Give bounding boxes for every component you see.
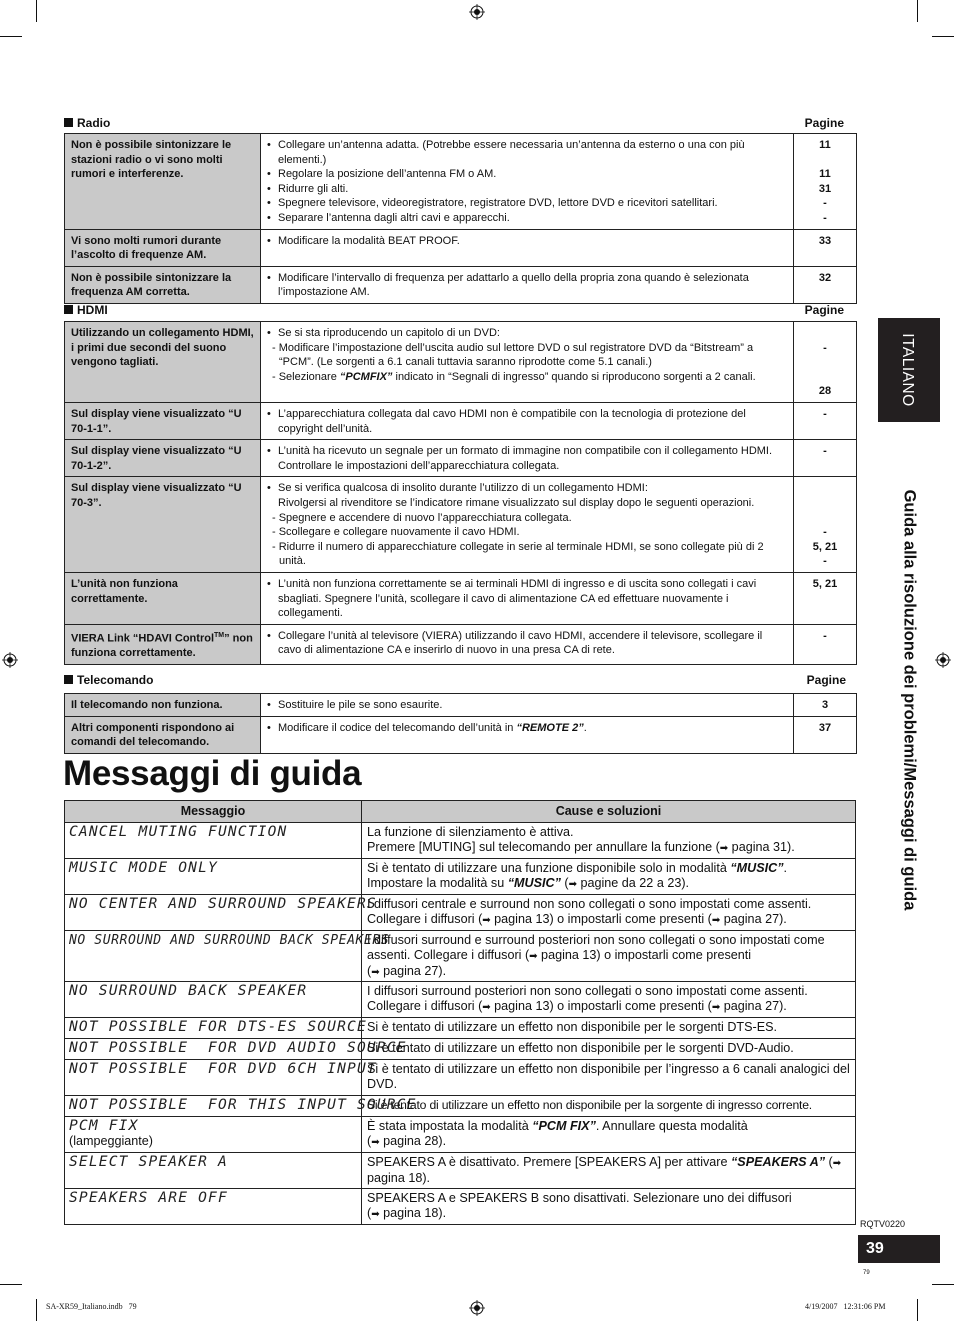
- text: ” non funziona correttamente.: [71, 632, 253, 659]
- arrow-icon: ➡: [371, 1209, 380, 1220]
- problem-cell: Vi sono molti rumori durante l’ascolto di frequenze AM.: [65, 229, 261, 266]
- page-ref: [800, 153, 850, 168]
- text: pagina 27).: [720, 999, 787, 1013]
- table-row: [65, 440, 857, 477]
- table-row: [65, 1117, 856, 1153]
- page-ref: 28: [818, 385, 832, 398]
- cause-cell: Si è tentato di utilizzare un effetto non disponibile per le sorgenti DVD-Audio.: [362, 1039, 856, 1060]
- text: Impostare la modalità su: [367, 876, 508, 890]
- radio-table: [64, 133, 857, 304]
- text: I diffusori surround e surround posteriori non sono collegati o sono impostati come assenti. Collegare i diffusori (: [367, 933, 825, 962]
- section-title: Telecomando: [77, 673, 154, 687]
- crop-mark: [932, 1284, 954, 1285]
- file-name: SA-XR59_Italiano.indb 79: [46, 1302, 137, 1311]
- problem-cell: Utilizzando un collegamento HDMI, i primi due secondi del suono vengono tagliati.: [65, 322, 261, 403]
- page-ref: 33: [818, 234, 832, 247]
- mode-name: “SPEAKERS A”: [731, 1155, 826, 1169]
- display-message: CANCEL MUTING FUNCTION: [69, 824, 288, 840]
- square-bullet-icon: [64, 118, 73, 127]
- text: pagina 18).: [367, 1171, 431, 1185]
- list-item: [267, 721, 787, 736]
- problem-cell: Altri componenti rispondono ai comandi del telecomando.: [65, 716, 261, 753]
- list-item: - Scollegare e collegare nuovamente il cavo HDMI.: [272, 526, 520, 539]
- cause-cell: [362, 823, 856, 859]
- display-message: NOT POSSIBLE FOR DVD AUDIO SOURCE: [69, 1040, 407, 1056]
- text: Modificare il codice del telecomando dell’unità in: [278, 721, 517, 734]
- registration-mark-icon: [469, 1300, 485, 1316]
- text: SPEAKERS A è disattivato. Premere [SPEAKERS A] per attivare: [367, 1155, 731, 1169]
- problem-cell: Sul display viene visualizzato “U 70-1-1”.: [65, 402, 261, 439]
- message-cell: [65, 895, 377, 931]
- language-tab: [878, 318, 940, 422]
- hdmi-table: [64, 321, 857, 665]
- text: È stata impostata la modalità: [367, 1119, 533, 1133]
- page-number: 39: [866, 1240, 884, 1257]
- cause-cell: [362, 982, 856, 1018]
- solution-cell: [261, 440, 794, 477]
- message-cell: [65, 1039, 407, 1060]
- mode-name: “MUSIC”: [730, 861, 784, 875]
- message-cell: [65, 1153, 362, 1189]
- text: indicato in “Segnali di ingresso” quando si riproducono sorgenti a 2 canali.: [392, 370, 756, 383]
- arrow-icon: ➡: [371, 1137, 380, 1148]
- arrow-icon: ➡: [568, 879, 577, 890]
- solution-cell: [261, 134, 794, 230]
- small-number: 79: [863, 1270, 870, 1276]
- message-cell: [65, 1060, 377, 1096]
- list-item: • Sostituire le pile se sono esaurite.: [267, 698, 787, 713]
- section-header-hdmi: [64, 303, 856, 317]
- solution-cell: [261, 694, 794, 717]
- list-item: • Se si verifica qualcosa di insolito durante l’utilizzo di un collegamento HDMI:: [267, 481, 787, 496]
- cause-cell: Si è tentato di utilizzare un effetto non disponibile per le sorgenti DTS-ES.: [362, 1018, 856, 1039]
- text: Collegare i diffusori (: [367, 999, 483, 1013]
- text: I diffusori centrale e surround non sono collegati o sono impostati come assenti.: [367, 897, 812, 911]
- message-cell: [65, 1018, 367, 1039]
- solution-cell: [261, 624, 794, 664]
- solution-cell: [261, 322, 794, 403]
- table-row: [65, 895, 856, 931]
- column-header: Messaggio: [65, 801, 362, 823]
- cause-cell: [362, 859, 856, 895]
- list-item: Rivolgersi al rivenditore se l’indicatore rimane visualizzato sul display dopo le seguenti operazioni.: [278, 496, 755, 509]
- display-message: SELECT SPEAKER A: [69, 1154, 228, 1170]
- cause-cell: [362, 1189, 856, 1225]
- page-ref: 5, 21: [812, 540, 838, 553]
- list-item: • Modificare la modalità BEAT PROOF.: [267, 234, 787, 249]
- list-item: - Spegnere e accendere di nuovo l’apparecchiatura collegata.: [272, 511, 572, 524]
- list-item: [267, 370, 787, 385]
- table-row: [65, 931, 856, 982]
- table-row: [65, 266, 857, 303]
- table-row: [65, 134, 857, 230]
- registration-mark-icon: [935, 652, 951, 668]
- pages-cell: [794, 402, 857, 439]
- table-row: [65, 716, 857, 753]
- arrow-icon: ➡: [711, 1002, 721, 1013]
- text: pagina 27).: [379, 964, 447, 978]
- problem-cell: Non è possibile sintonizzare la frequenza AM corretta.: [65, 266, 261, 303]
- list-item: • Collegare l’unità al televisore (VIERA) utilizzando il cavo HDMI, accendere il televisore, scollegare il cavo di alimentazione CA e inserirlo di nuovo in una presa CA di rete.: [267, 629, 787, 658]
- column-header: Cause e soluzioni: [362, 801, 856, 823]
- page-ref: 31: [818, 182, 832, 195]
- remote-table: [64, 693, 857, 754]
- mode-name: “REMOTE 2”: [516, 721, 584, 734]
- page-ref: -: [823, 197, 827, 210]
- list-item: • L’unità ha ricevuto un segnale per un formato di immagine non compatibile con il collegamento HDMI. Controllare le impostazioni dell’apparecchiatura collegata.: [267, 444, 787, 473]
- page-ref: [800, 355, 850, 370]
- text: (: [367, 1206, 372, 1220]
- section-title: Radio: [77, 116, 111, 130]
- problem-cell: Sul display viene visualizzato “U 70-1-2”.: [65, 440, 261, 477]
- text: La funzione di silenziamento è attiva.: [367, 825, 574, 839]
- solution-cell: [261, 716, 794, 753]
- problem-cell: Non è possibile sintonizzare le stazioni radio o vi sono molti rumori e interferenze.: [65, 134, 261, 230]
- page-ref: [800, 496, 850, 511]
- table-row: [65, 624, 857, 664]
- text: pagina 13) o impostarli come presenti (: [490, 912, 712, 926]
- trademark: TM: [214, 631, 225, 639]
- list-item: • Ridurre gli alti.: [267, 182, 787, 197]
- table-row: [65, 572, 857, 624]
- mode-name: “PCM FIX”: [532, 1119, 596, 1133]
- text: (: [560, 876, 569, 890]
- page-ref: [800, 511, 850, 526]
- table-row: [65, 402, 857, 439]
- table-row: [65, 229, 857, 266]
- registration-mark-icon: [469, 4, 485, 20]
- page-ref: -: [823, 211, 827, 224]
- list-item: • Spegnere televisore, videoregistratore, registratore DVD, lettore DVD e ricevitori satellitari.: [267, 196, 787, 211]
- arrow-icon: ➡: [832, 1158, 842, 1169]
- cause-cell: [362, 895, 856, 931]
- registration-mark-icon: [2, 652, 18, 668]
- page-ref: [800, 370, 850, 385]
- list-item: • L’unità non funziona correttamente se ai terminali HDMI di ingresso e di uscita sono collegati i cavi sbagliati. Spegnere l’unità, scollegare il cavo di alimentazione CA ed effettuare nuovamente i collegamenti.: [267, 577, 787, 621]
- solution-cell: [261, 266, 794, 303]
- page-ref: -: [823, 407, 827, 420]
- crop-mark: [0, 36, 22, 37]
- mode-name: “MUSIC”: [507, 876, 561, 890]
- solution-cell: [261, 229, 794, 266]
- pages-cell: [794, 440, 857, 477]
- message-cell: [65, 1117, 362, 1153]
- doc-code: RQTV0220: [860, 1219, 906, 1229]
- message-cell: [65, 823, 362, 859]
- problem-cell: Sul display viene visualizzato “U 70-3”.: [65, 477, 261, 573]
- pages-label: Pagine: [804, 116, 844, 130]
- page-ref: 11: [819, 168, 831, 181]
- text: (: [825, 1155, 833, 1169]
- crop-mark: [0, 1284, 22, 1285]
- solution-cell: [261, 572, 794, 624]
- page-title: Messaggi di guida: [63, 754, 362, 793]
- text: pagina 13) o impostarli come presenti (: [490, 999, 712, 1013]
- page-ref: 37: [794, 716, 857, 753]
- table-row: [65, 982, 856, 1018]
- page-ref: -: [823, 555, 827, 568]
- text: pagina 31).: [728, 840, 795, 854]
- page-ref: [800, 481, 850, 496]
- messages-table: [64, 800, 856, 1225]
- table-row: [65, 694, 857, 717]
- problem-cell: [65, 624, 261, 664]
- list-item: • Se si sta riproducendo un capitolo di un DVD:: [267, 326, 787, 341]
- display-message: NO SURROUND BACK SPEAKER: [69, 983, 308, 999]
- text: . Annullare questa modalità: [595, 1119, 748, 1133]
- table-row: [65, 1060, 856, 1096]
- arrow-icon: ➡: [529, 951, 538, 962]
- page-ref: 11: [819, 139, 831, 151]
- pages-label: Pagine: [806, 673, 846, 687]
- arrow-icon: ➡: [482, 1002, 491, 1013]
- pages-cell: [794, 477, 857, 573]
- page-ref: -: [823, 445, 827, 458]
- message-cell: [65, 982, 362, 1018]
- arrow-icon: ➡: [482, 915, 491, 926]
- pages-cell: [794, 322, 857, 403]
- list-item: • Collegare un’antenna adatta. (Potrebbe essere necessaria un’antenna da esterno o una con più elementi.): [267, 138, 787, 167]
- crop-mark: [36, 1299, 37, 1321]
- message-cell: [65, 1096, 417, 1117]
- section-header-remote: [64, 673, 856, 687]
- pages-label: Pagine: [804, 303, 844, 317]
- text: pagina 28).: [379, 1134, 447, 1148]
- text: pagine da 22 a 23).: [576, 876, 690, 890]
- message-cell: [65, 931, 390, 982]
- page-ref: 32: [818, 271, 832, 284]
- text: Premere [MUTING] sul telecomando per annullare la funzione (: [367, 840, 720, 854]
- display-message: MUSIC MODE ONLY: [69, 860, 218, 876]
- page-number-box: [858, 1235, 940, 1263]
- text: .: [783, 861, 788, 875]
- square-bullet-icon: [64, 305, 73, 314]
- arrow-icon: ➡: [711, 915, 721, 926]
- text: - Selezionare: [272, 370, 340, 383]
- section-side-title: Guida alla risoluzione dei problemi/Messaggi di guida: [900, 489, 919, 911]
- cause-cell: [362, 931, 856, 982]
- message-cell: [65, 1189, 362, 1225]
- page-ref: 5, 21: [812, 577, 838, 590]
- table-row: [65, 859, 856, 895]
- blink-note: (lampeggiante): [69, 1134, 154, 1148]
- problem-cell: L’unità non funziona correttamente.: [65, 572, 261, 624]
- table-row: [65, 1096, 856, 1117]
- display-message: SPEAKERS ARE OFF: [69, 1190, 228, 1206]
- pages-cell: [794, 266, 857, 303]
- text: I diffusori surround posteriori non sono collegati o sono impostati come assenti.: [367, 984, 808, 998]
- arrow-icon: ➡: [371, 967, 380, 978]
- text: VIERA Link “HDAVI Control: [71, 632, 214, 645]
- table-row: [65, 823, 856, 859]
- timestamp: 4/19/2007 12:31:06 PM: [805, 1302, 886, 1311]
- solution-cell: [261, 477, 794, 573]
- message-cell: [65, 859, 362, 895]
- text: pagina 18).: [379, 1206, 447, 1220]
- display-message: NOT POSSIBLE FOR THIS INPUT SOURCE: [69, 1097, 417, 1113]
- cause-cell: Si è tentato di utilizzare un effetto non disponibile per l’ingresso a 6 canali analogici del DVD.: [362, 1060, 856, 1096]
- list-item: • Modificare l’intervallo di frequenza per adattarlo a quello della propria zona quando è selezionata l’impostazione AM.: [267, 271, 787, 300]
- text: pagina 13) o impostarli come presenti: [537, 948, 752, 962]
- table-row: [65, 1189, 856, 1225]
- text: .: [583, 721, 587, 734]
- arrow-icon: ➡: [719, 843, 729, 854]
- solution-cell: [261, 402, 794, 439]
- table-row: [65, 1018, 856, 1039]
- crop-mark: [932, 36, 954, 37]
- page-ref: -: [823, 526, 827, 539]
- table-row: [65, 477, 857, 573]
- crop-mark: [36, 0, 37, 22]
- list-item: - Modificare l’impostazione dell’uscita audio sul lettore DVD o sul registratore DVD da “Bitstream” a “PCM”. (Le sorgenti a 6.1 canali tuttavia saranno riprodotte come 5.1 canali.): [272, 341, 754, 369]
- table-header-row: [65, 801, 856, 823]
- cause-cell: [362, 1153, 856, 1189]
- square-bullet-icon: [64, 675, 73, 684]
- mode-name: “PCMFIX”: [339, 370, 393, 383]
- list-item: - Ridurre il numero di apparecchiature collegate in serie al terminale HDMI, se sono collegate più di 2 unità.: [272, 540, 764, 568]
- pages-cell: [794, 572, 857, 624]
- section-header-radio: [64, 116, 856, 130]
- page-ref: 3: [794, 694, 857, 717]
- language-label: ITALIANO: [899, 333, 916, 407]
- text: Collegare i diffusori (: [367, 912, 483, 926]
- list-item: • Separare l’antenna dagli altri cavi e apparecchi.: [267, 211, 787, 226]
- page-ref: -: [823, 341, 827, 354]
- table-row: [65, 322, 857, 403]
- pages-cell: [794, 624, 857, 664]
- display-message: PCM FIX: [69, 1118, 139, 1134]
- text: (: [367, 964, 372, 978]
- pages-cell: [794, 229, 857, 266]
- cause-cell: Si è tentato di utilizzare un effetto non disponibile per la sorgente di ingresso corrente.: [362, 1096, 856, 1117]
- cause-cell: [362, 1117, 856, 1153]
- page-ref: -: [823, 629, 827, 642]
- page-ref: [800, 326, 850, 341]
- text: (: [367, 1134, 372, 1148]
- text: Si è tentato di utilizzare una funzione disponibile solo in modalità: [367, 861, 731, 875]
- crop-mark: [917, 0, 918, 22]
- list-item: • Regolare la posizione dell’antenna FM o AM.: [267, 167, 787, 182]
- pages-cell: [794, 134, 857, 230]
- text: SPEAKERS A e SPEAKERS B sono disattivati. Selezionare uno dei diffusori: [367, 1191, 792, 1205]
- section-title: HDMI: [77, 303, 108, 317]
- crop-mark: [917, 1299, 918, 1321]
- display-message: NO SURROUND AND SURROUND BACK SPEAKERS: [69, 933, 390, 948]
- list-item: • L’apparecchiatura collegata dal cavo HDMI non è compatibile con la tecnologia di protezione del copyright dell’unità.: [267, 407, 787, 436]
- problem-cell: Il telecomando non funziona.: [65, 694, 261, 717]
- display-message: NOT POSSIBLE FOR DTS-ES SOURCE: [69, 1019, 367, 1035]
- text: pagina 27).: [720, 912, 787, 926]
- table-row: [65, 1153, 856, 1189]
- display-message: NOT POSSIBLE FOR DVD 6CH INPUT: [69, 1061, 377, 1077]
- display-message: NO CENTER AND SURROUND SPEAKERS: [69, 896, 377, 912]
- table-row: [65, 1039, 856, 1060]
